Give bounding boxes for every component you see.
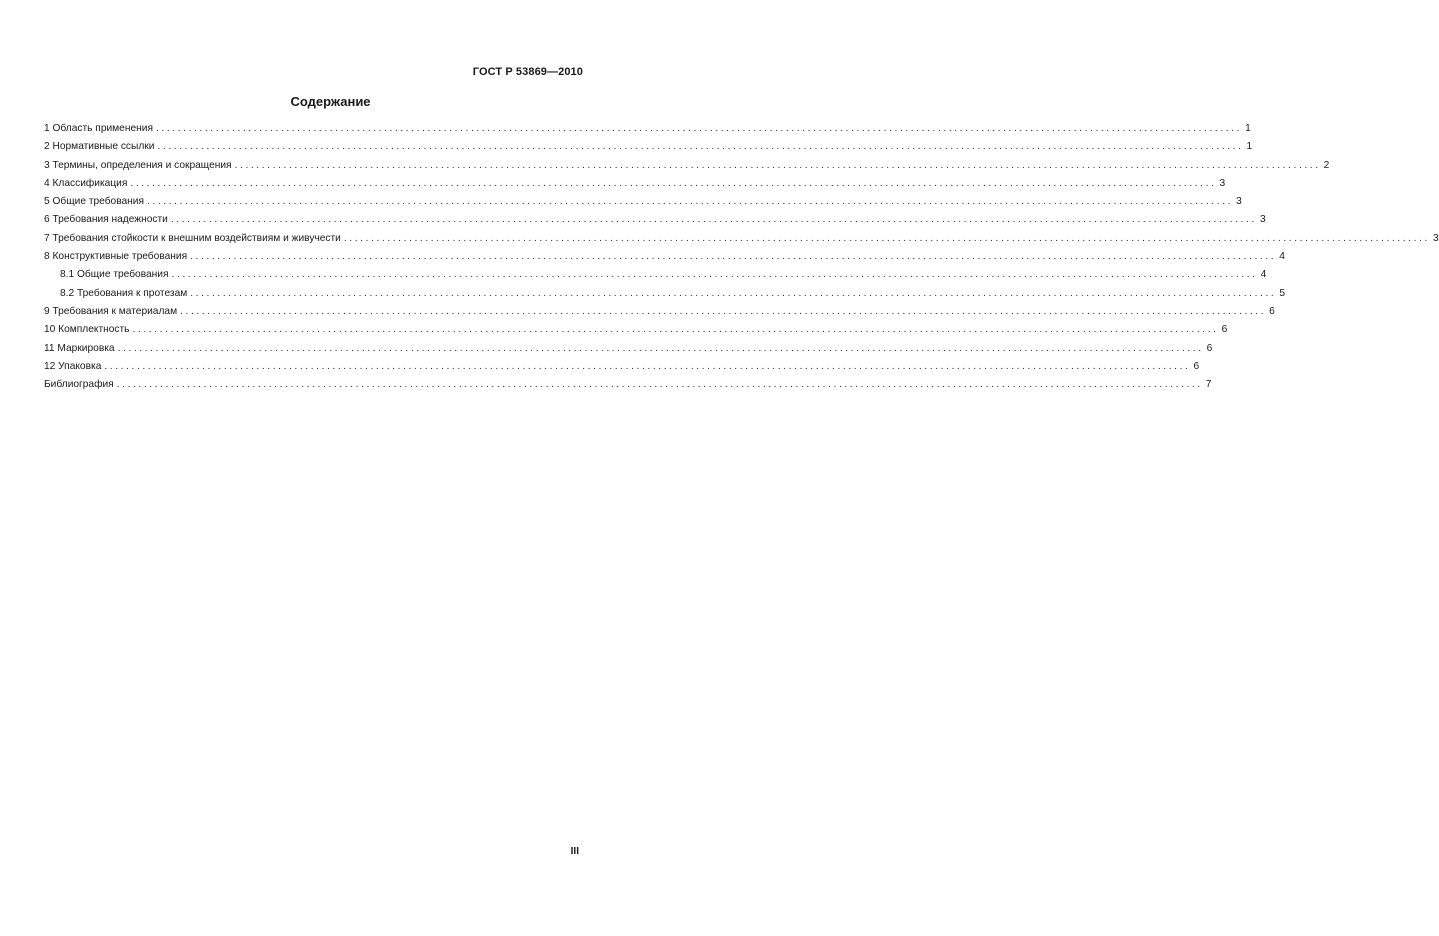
toc-entry-page: 6 <box>1221 324 1228 336</box>
toc-entry-page: 7 <box>1205 379 1212 391</box>
toc-dot-leader: ........................................................................................................................................................................................................ <box>155 123 1243 134</box>
toc-entry-label: 8.2 Требования к протезам <box>60 287 188 299</box>
toc-entry-label: Библиография <box>44 379 114 391</box>
toc-entry-page: 4 <box>1260 269 1267 281</box>
toc-entry-label: 8 Конструктивные требования <box>44 251 188 263</box>
toc-entry-page: 6 <box>1269 305 1275 317</box>
toc-entry-page: 1 <box>1245 123 1251 134</box>
toc-entry-label: 11 Маркировка <box>44 342 115 354</box>
toc-entry-page: 6 <box>1206 342 1213 354</box>
toc-entry[interactable] <box>44 120 1251 138</box>
toc-entry-label: 3 Термины, определения и сокращения <box>44 159 232 171</box>
toc-entry[interactable] <box>44 138 1253 156</box>
toc-entry-page: 4 <box>1279 251 1285 263</box>
toc-dot-leader: ........................................................................................................................................................................................................ <box>190 287 1277 299</box>
toc-dot-leader: ........................................................................................................................................................................................................ <box>104 360 1191 372</box>
toc-entry-label: 8.1 Общие требования <box>60 269 169 281</box>
toc-entry[interactable] <box>44 175 1226 193</box>
toc-dot-leader: ........................................................................................................................................................................................................ <box>147 196 1234 208</box>
table-of-contents <box>44 120 1439 394</box>
toc-entry[interactable] <box>44 157 1330 175</box>
toc-entry-page: 3 <box>1432 232 1439 244</box>
toc-entry-label: 4 Классификация <box>44 177 128 189</box>
toc-dot-leader: ........................................................................................................................................................................................................ <box>132 324 1219 336</box>
toc-dot-leader: ........................................................................................................................................................................................................ <box>130 177 1217 189</box>
page-number: III <box>570 846 579 857</box>
toc-entry[interactable] <box>44 193 1242 211</box>
toc-entry[interactable] <box>44 303 1275 321</box>
toc-entry[interactable] <box>44 321 1228 339</box>
toc-entry-page: 2 <box>1323 159 1330 171</box>
toc-entry[interactable] <box>44 358 1200 376</box>
toc-title: Содержание <box>290 94 371 109</box>
toc-entry-page: 6 <box>1193 360 1200 372</box>
toc-entry-label: 2 Нормативные ссылки <box>44 141 155 153</box>
toc-entry-page: 1 <box>1246 141 1253 153</box>
toc-entry-label: 12 Упаковка <box>44 360 102 372</box>
toc-entry-label: 10 Комплектность <box>44 324 130 336</box>
toc-dot-leader: ........................................................................................................................................................................................................ <box>343 232 1430 244</box>
toc-entry-page: 3 <box>1236 196 1242 208</box>
toc-entry-page: 3 <box>1259 214 1266 226</box>
toc-entry-page: 3 <box>1219 177 1226 189</box>
toc-entry-label: 6 Требования надежности <box>44 214 168 226</box>
toc-entry[interactable] <box>44 211 1266 229</box>
toc-subentry[interactable] <box>44 285 1285 303</box>
toc-entry[interactable] <box>44 340 1213 358</box>
document-code: ГОСТ Р 53869—2010 <box>472 66 583 78</box>
toc-dot-leader: ........................................................................................................................................................................................................ <box>190 251 1277 263</box>
toc-entry-label: 5 Общие требования <box>44 196 145 208</box>
toc-entry-label: 1 Область применения <box>44 123 153 134</box>
toc-dot-leader: ........................................................................................................................................................................................................ <box>180 305 1267 317</box>
toc-dot-leader: ........................................................................................................................................................................................................ <box>116 379 1203 391</box>
toc-dot-leader: ........................................................................................................................................................................................................ <box>170 214 1257 226</box>
toc-dot-leader: ........................................................................................................................................................................................................ <box>157 141 1244 153</box>
toc-entry[interactable] <box>44 248 1285 266</box>
toc-entry[interactable] <box>44 230 1439 248</box>
toc-entry-label: 7 Требования стойкости к внешним воздействиям и живучести <box>44 232 341 244</box>
toc-entry-page: 5 <box>1279 287 1285 299</box>
toc-entry[interactable] <box>44 376 1212 394</box>
toc-dot-leader: ........................................................................................................................................................................................................ <box>171 269 1258 281</box>
toc-entry-label: 9 Требования к материалам <box>44 305 178 317</box>
toc-subentry[interactable] <box>44 266 1267 284</box>
toc-dot-leader: ........................................................................................................................................................................................................ <box>117 342 1204 354</box>
toc-dot-leader: ........................................................................................................................................................................................................ <box>234 159 1321 171</box>
